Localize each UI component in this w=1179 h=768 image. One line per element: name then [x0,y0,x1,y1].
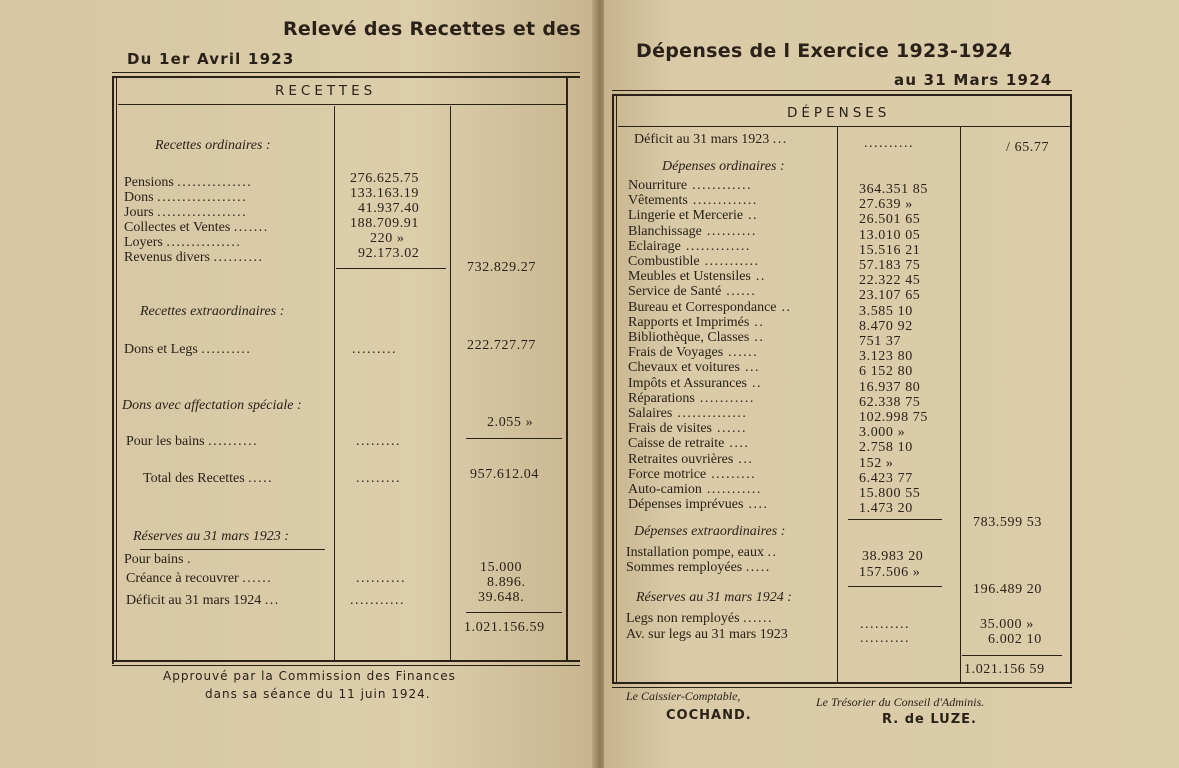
extra-total: 222.727.77 [467,338,536,353]
reserve-label: Av. sur legs au 31 mars 1923 [626,627,788,642]
reserve-amount: 6.002 10 [988,632,1042,647]
row-label: Dépenses imprévues [628,497,744,513]
extra-heading-right: Dépenses extraordinaires : [634,524,786,539]
date-from: Du 1er Avril 1923 [127,50,295,68]
expense-row-amount: 13.010 05 [859,227,921,243]
extra-label: Sommes remployées [626,560,743,575]
ordinary-total: 732.829.27 [467,260,536,275]
ordinary-heading: Recettes ordinaires : [155,138,271,153]
row-label: Frais de visites [628,421,712,437]
extra-label: Installation pompe, eaux [626,545,765,560]
expense-row-amount: 26.501 65 [859,212,921,228]
left-page: Relevé des Recettes et des Du 1er Avril 1923 RECETTES Recettes ordinaires : Pensions ............... 276.625.75 Dons .................. 133.163.19 Jours .................. 41.937.40 Collectes et Ventes ....... 188.709.91 Loyers ............... 220 » Revenus divers .......... 92.173.02 732.829.27 Recettes extraordinaires : Dons et Legs .......... ......... 222.727.77 Dons avec affectation spéciale : 2.055 » Pour les bains .......... ......... Total des Recettes ..... ......... 957.612.04 Réserves au 31 mars 1923 : Pour bains . 15.000 Créance à recouvrer ...... .......... 8.896. Déficit au 31 mars 1924 ... ........... 39.648. 1.021.156.59 Approuvé par la Commission des Finances dans sa séance du 11 juin 1924. [0,0,596,768]
expense-row-label: Caisse de retraite .... [628,436,750,452]
expense-row-amount: 751 37 [859,334,902,349]
expense-row-amount: 1.473 20 [859,501,913,517]
expense-row-label: Salaires .............. [628,406,748,421]
reserve-amount: 39.648. [478,590,525,605]
extra-amount: 157.506 » [859,565,921,580]
expense-row-amount: 15.800 55 [859,486,921,501]
row-label: Bibliothèque, Classes [628,330,750,345]
extra-heading: Recettes extraordinaires : [140,304,285,319]
expense-row-label: Service de Santé ...... [628,284,757,300]
row-label: Meubles et Ustensiles [628,269,751,285]
extra-total-right: 196.489 20 [973,582,1042,597]
expense-row-amount: 3.123 80 [859,349,913,365]
expense-row-label: Chevaux et voitures ... [628,360,760,376]
treasurer-name: R. de LUZE. [882,712,977,727]
expense-row-label: Dépenses imprévues .... [628,497,769,513]
row-label: Collectes et Ventes [124,220,231,235]
expense-row-amount: 6.423 77 [859,470,913,486]
row-label: Service de Santé [628,284,722,300]
row-amount: 41.937.40 [358,201,420,216]
expense-row-amount: 23.107 65 [859,288,921,304]
grand-total-depenses: 1.021.156 59 [964,662,1045,677]
expense-row-label: Retraites ouvrières ... [628,451,754,467]
row-label: Auto-camion [628,482,702,497]
row-amount: 188.709.91 [350,216,419,231]
extra-label: Dons et Legs [124,342,198,357]
expense-row-amount: 6 152 80 [859,364,913,380]
row-label: Eclairage [628,238,681,254]
special-heading: Dons avec affectation spéciale : [122,398,302,413]
row-amount: 133.163.19 [350,186,419,201]
recettes-header: RECETTES [275,83,377,99]
expense-row-label: Force motrice ......... [628,466,757,482]
row-label: Blanchissage [628,223,702,239]
row-label: Vêtements [628,193,688,209]
expense-row-amount: 2.758 10 [859,440,913,456]
expense-row-amount: 152 » [859,455,894,471]
left-title: Relevé des Recettes et des [283,18,582,40]
row-label: Chevaux et voitures [628,360,740,376]
reserve-label: Créance à recouvrer [126,571,239,586]
expense-row-label: Réparations ........... [628,390,755,406]
expense-row-label: Bibliothèque, Classes .. [628,330,765,345]
expense-row-amount: 15.516 21 [859,242,921,258]
expense-row-amount: 3.585 10 [859,303,913,319]
depenses-header: DÉPENSES [787,105,891,121]
row-label: Loyers [124,235,163,250]
expense-row-amount: 8.470 92 [859,318,913,334]
ordinary-total-right: 783.599 53 [973,515,1042,530]
row-amount: 92.173.02 [358,246,420,261]
expense-row-label: Lingerie et Mercerie .. [628,208,759,224]
approval-line-1: Approuvé par la Commission des Finances [163,669,456,683]
expense-row-label: Auto-camion ........... [628,482,762,497]
ordinary-heading-right: Dépenses ordinaires : [662,159,785,174]
row-label: Retraites ouvrières [628,451,734,467]
row-label: Revenus divers [124,250,210,265]
date-to: au 31 Mars 1924 [894,71,1053,89]
row-amount: 276.625.75 [350,171,419,186]
row-amount: 220 » [370,231,405,246]
row-label: Pensions [124,175,174,190]
special-amount: 2.055 » [487,415,534,430]
reserve-amount: 15.000 [480,560,523,575]
expense-row-label: Frais de visites ...... [628,421,747,437]
row-label: Combustible [628,254,700,269]
reserve-label: Legs non remployés [626,611,740,626]
row-label: Caisse de retraite [628,436,725,452]
row-label: Impôts et Assurances [628,375,747,391]
row-label: Force motrice [628,466,707,482]
row-label: Rapports et Imprimés [628,314,750,330]
right-title: Dépenses de l Exercice 1923-1924 [636,40,1013,62]
grand-total-recettes: 1.021.156.59 [464,620,545,635]
row-label: Salaires [628,406,673,421]
deficit-label: Déficit au 31 mars 1923 [634,132,770,147]
expense-row-amount: 62.338 75 [859,394,921,410]
total-value: 957.612.04 [470,467,539,482]
expense-row-label: Frais de Voyages ...... [628,345,759,361]
expense-row-amount: 22.322 45 [859,273,921,289]
row-label: Lingerie et Mercerie [628,208,744,224]
expense-row-amount: 3.000 » [859,425,906,441]
expense-row-amount: 27.639 » [859,197,913,213]
expense-row-label: Vêtements ............. [628,193,758,209]
expense-row-label: Blanchissage .......... [628,223,757,239]
expense-row-label: Meubles et Ustensiles .. [628,269,766,285]
reserve-label: Déficit au 31 mars 1924 [126,593,262,608]
expense-row-amount: 102.998 75 [859,410,928,425]
reserve-label: Pour bains [124,552,184,567]
row-label: Jours [124,205,154,220]
approval-line-2: dans sa séance du 11 juin 1924. [205,687,431,701]
cashier-name: COCHAND. [666,708,752,723]
reserve-amount: 35.000 » [980,617,1034,632]
cashier-role: Le Caissier-Comptable, [626,689,741,703]
expense-row-amount: 16.937 80 [859,379,921,395]
row-label: Bureau et Correspondance [628,299,777,315]
expense-row-label: Nourriture ............ [628,178,753,193]
row-label: Frais de Voyages [628,345,724,361]
row-label: Dons [124,190,154,205]
row-label: Nourriture [628,178,688,193]
expense-row-label: Bureau et Correspondance .. [628,299,792,315]
deficit-value: 65.77 [1014,140,1050,155]
total-label: Total des Recettes [143,471,245,486]
reserves-heading: Réserves au 31 mars 1923 : [133,529,289,544]
expense-row-label: Rapports et Imprimés .. [628,314,765,330]
row-label: Réparations [628,390,695,406]
reserve-amount: 8.896. [487,575,526,590]
reserves-heading-right: Réserves au 31 mars 1924 : [636,590,792,605]
baths-label: Pour les bains [126,434,205,449]
expense-row-label: Combustible ........... [628,254,760,269]
extra-amount: 38.983 20 [862,549,924,564]
treasurer-role: Le Trésorier du Conseil d'Adminis. [816,695,985,709]
expense-row-label: Eclairage ............. [628,238,751,254]
expense-row-amount: 364.351 85 [859,182,928,197]
right-page: Dépenses de l Exercice 1923-1924 au 31 Mars 1924 DÉPENSES Déficit au 31 mars 1923 ... .......... / 65.77 Dépenses ordinaires : Nourriture ............ 364.351 85 Vêtements ............. 27.639 » Lingerie et Mercerie .. 26.501 65 Blanchissage .......... 13.010 05 Eclairage ............. 15.516 21 Combustible ........... 57.183 75 Meubles et Ustensiles .. 22.322 45 Service de Santé ...... 23.107 65 Bureau et Correspondance .. 3.585 10 Rapports et Imprimés .. 8.470 92 Bibliothèque, Classes .. 751 37 Frais de Voyages ...... 3.123 80 Chevaux et voitures ... 6 152 80 Impôts et Assurances .. 16.937 80 Réparations ........... 62.338 75 Salaires .............. 102.998 75 Frais de visites ...... 3.000 » Caisse de retraite .... 2.758 10 Retraites ouvrières ... 152 » Force motrice ......... 6.423 77 Auto-camion ........... 15.800 55 Dépenses imprévues .... 1.473 20 783.599 53 Dépenses extraordinaires : Installation pompe, eaux .. 38.983 20 Sommes remployées ..... 157.506 » 196.489 20 Réserves au 31 mars 1924 : Legs non remployés ...... .......... 35.000 » Av. sur legs au 31 mars 1923 .......... 6.002 10 1.021.156 59 Le Caissier-Comptable, COCHAND. Le Trésorier du Conseil d'Adminis. R. de LUZE. [604,0,1179,768]
expense-row-amount: 57.183 75 [859,258,921,273]
expense-row-label: Impôts et Assurances .. [628,375,762,391]
